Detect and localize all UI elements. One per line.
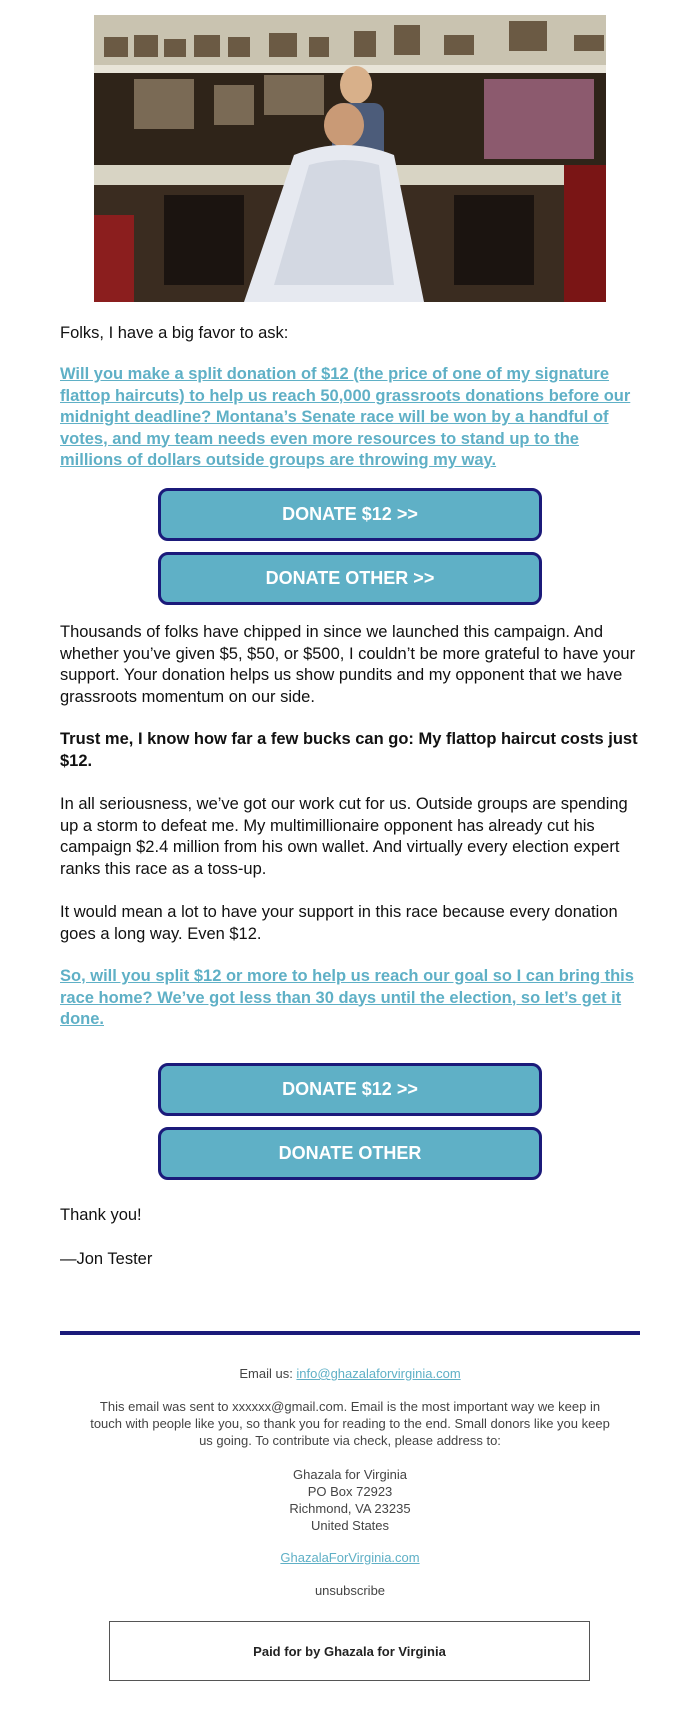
paid-for-box: [109, 1621, 590, 1681]
trust-paragraph: Trust me, I know how far a few bucks can go: My flattop haircut costs just $12.: [60, 730, 638, 770]
footer-address: [90, 1466, 610, 1534]
donate-other-button-bottom[interactable]: DONATE OTHER: [158, 1127, 542, 1180]
address-country: United States: [310, 1518, 390, 1533]
address-po: PO Box 72923: [307, 1484, 393, 1499]
address-city: Richmond, VA 23235: [289, 1501, 411, 1516]
mean-a-lot-paragraph: It would mean a lot to have your support in this race because every donation goes a long way. Even $12.: [60, 903, 618, 943]
website-link[interactable]: GhazalaForVirginia.com: [280, 1550, 420, 1565]
intro-text: Folks, I have a big favor to ask:: [60, 324, 289, 342]
donation-ask-link[interactable]: Will you make a split donation of $12 (the price of one of my signature flattop haircuts) to help us reach 50,000 grassroots donations before our midnight deadline? Montana’s Senate race will be won by a handful of votes, and my team needs even more resources to stand up to the millions of dollars outside groups are throwing my way.: [60, 365, 631, 469]
donate-12-button-bottom[interactable]: DONATE $12 >>: [158, 1063, 542, 1116]
footer-divider: [60, 1331, 640, 1335]
paid-for-text: Paid for by Ghazala for Virginia: [253, 1643, 446, 1659]
footer-email-line: [90, 1365, 610, 1382]
footer-website: [90, 1549, 610, 1566]
unsubscribe-link[interactable]: unsubscribe: [314, 1583, 386, 1598]
donate-12-button[interactable]: DONATE $12 >>: [158, 488, 542, 541]
split-donation-link[interactable]: So, will you split $12 or more to help us reach our goal so I can bring this race home? We’ve got less than 30 days until the election, so let’s get it done.: [60, 967, 634, 1028]
seriousness-paragraph: In all seriousness, we’ve got our work cut for us. Outside groups are spending up a storm to defeat me. My multimillionaire opponent has already cut his campaign $2.4 million from his own wallet. And virtually every election expert ranks this race as a toss-up.: [60, 795, 628, 878]
signature: —Jon Tester: [60, 1250, 153, 1268]
donate-other-button[interactable]: DONATE OTHER >>: [158, 552, 542, 605]
email-link[interactable]: info@ghazalaforvirginia.com: [296, 1366, 461, 1381]
footer-notice: This email was sent to xxxxxx@gmail.com. Email is the most important way we keep in touch with people like you, so thank you for reading to the end. Small donors like you keep us going. To contribute via check, please address to:: [90, 1399, 610, 1448]
thousands-paragraph: Thousands of folks have chipped in since we launched this campaign. And whether you’ve given $5, $50, or $500, I couldn’t be more grateful to have your support. Your donation helps us show pundits and my opponent that we have grassroots momentum on our side.: [60, 623, 636, 706]
email-label: Email us:: [239, 1366, 297, 1381]
thank-you-text: Thank you!: [60, 1206, 142, 1224]
address-name: Ghazala for Virginia: [293, 1467, 407, 1482]
header-photo: [94, 15, 606, 302]
